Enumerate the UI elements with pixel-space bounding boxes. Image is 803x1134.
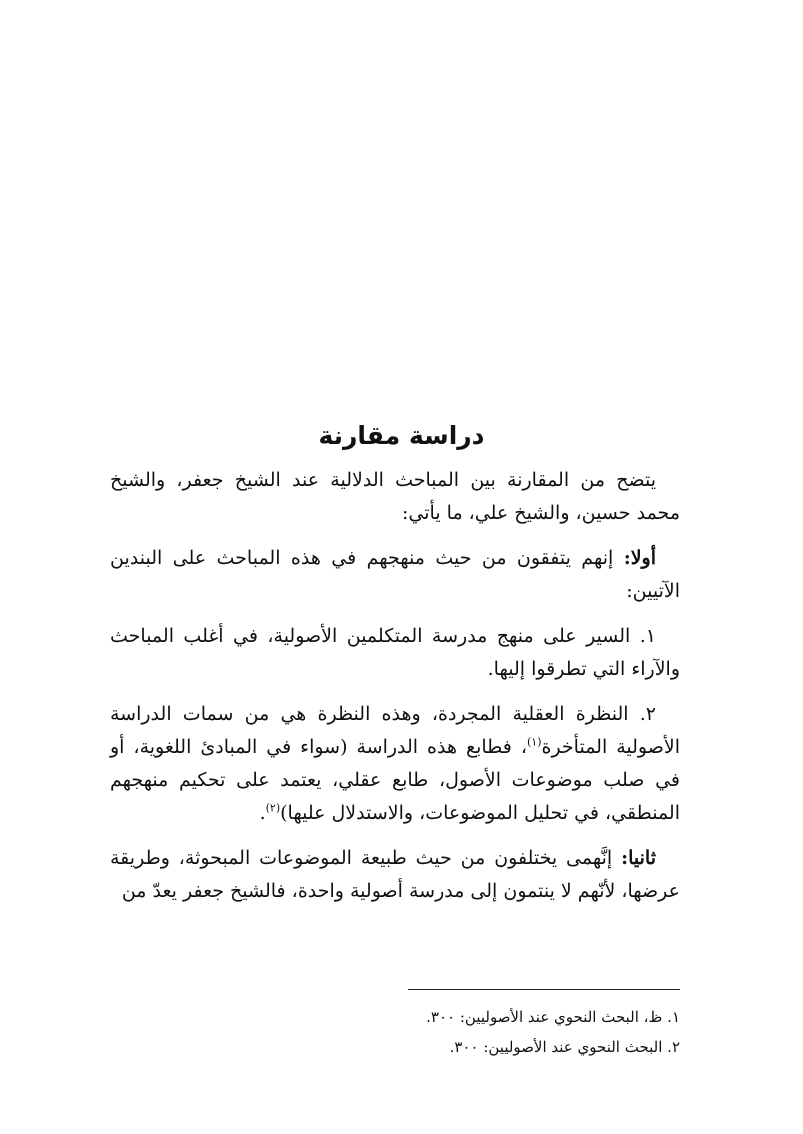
intro-paragraph: يتضح من المقارنة بين المباحث الدلالية عند الشيخ جعفر، والشيخ محمد حسين، والشيخ علي، ما يأتي: (110, 469, 680, 524)
footnote-divider (408, 989, 680, 990)
section-heading: دراسة مقارنة (318, 421, 485, 450)
first-point-paragraph (110, 542, 680, 608)
item-1-paragraph: ١. السير على منهج مدرسة المتكلمين الأصولية، في أغلب المباحث والآراء التي تطرقوا إليها. (110, 625, 680, 680)
footnote-ref-1: (١) (526, 735, 542, 749)
first-lead: أولا: (623, 547, 656, 569)
second-text: إنَّهمى يختلفون من حيث طبيعة الموضوعات المبحوثة، وطريقة عرضها، لأنّهم لا ينتمون إلى مدرسة أصولية واحدة، فالشيخ جعفر يعدّ من (110, 847, 680, 902)
footnotes (300, 1002, 680, 1062)
item-2-text-end: . (259, 802, 266, 824)
first-text: إنهم يتفقون من حيث منهجهم في هذه المباحث على البندين الآتيين: (110, 547, 680, 602)
footnote-2: ٢. البحث النحوي عند الأصوليين: ٣٠٠. (449, 1038, 680, 1056)
footnote-ref-2: (٢) (265, 801, 281, 815)
item-2-text-a: ٢. النظرة العقلية المجردة، وهذه النظرة هي من سمات الدراسة الأصولية المتأخرة (110, 703, 680, 758)
item-2-paragraph (110, 698, 680, 830)
item-2-text-b: ، فطابع هذه الدراسة (سواء في المبادئ اللغوية، أو في صلب موضوعات الأصول، طابع عقلي، يعتمد على تحكيم منهجهم المنطقي، في تحليل الموضوعات، والاستدلال عليها) (110, 736, 680, 824)
body-text (110, 464, 680, 920)
second-lead: ثانيا: (621, 847, 656, 869)
footnote-1: ١. ظ، البحث النحوي عند الأصوليين: ٣٠٠. (426, 1008, 680, 1026)
second-point-paragraph (110, 842, 680, 908)
